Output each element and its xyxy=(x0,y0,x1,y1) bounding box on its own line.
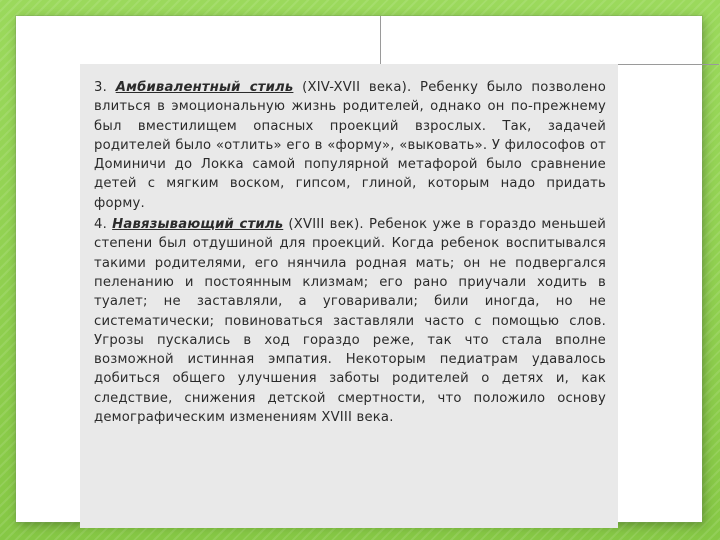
corner-decoration xyxy=(380,16,719,65)
paragraph-number: 4. xyxy=(94,217,107,233)
paragraph-text: (XVIII век). Ребенок уже в гораздо меньшей степени был отдушиной для проекций. Когда ребенок воспитывался такими родителями, его нянчила родная мать; он не подвергался пеленанию и постоянным клизмам; его рано приучали ходить в туалет; не заставляли, а уговаривали; били иногда, но не систематически; повиноваться заставляли часто с помощью слов. Угрозы пускались в ход гораздо реже, так что стала вполне возможной истинная эмпатия. Некоторым педиатрам удавалось добиться общего улучшения заботы родителей о детях и, как следствие, снижения детской смертности, что положило основу демографическим изменениям XVIII века. xyxy=(94,217,606,426)
paragraph-number: 3. xyxy=(94,80,107,95)
term-ambivalent-style: Амбивалентный стиль xyxy=(115,80,294,95)
paragraph-ambivalent-style xyxy=(94,78,606,213)
term-intrusive-style: Навязывающий стиль xyxy=(112,217,284,233)
paragraph-intrusive-style xyxy=(94,215,606,427)
paragraph-text: (XIV-XVII века). Ребенку было позволено влиться в эмоциональную жизнь родителей, однако он по-прежнему был вместилищем опасных проекций взрослых. Так, задачей родителей было «отлить» его в «форму», «выковать». У философов от Доминичи до Локка самой популярной метафорой было сравнение детей с мягким воском, гипсом, глиной, которым надо придать форму. xyxy=(94,80,606,211)
text-block xyxy=(94,78,606,427)
